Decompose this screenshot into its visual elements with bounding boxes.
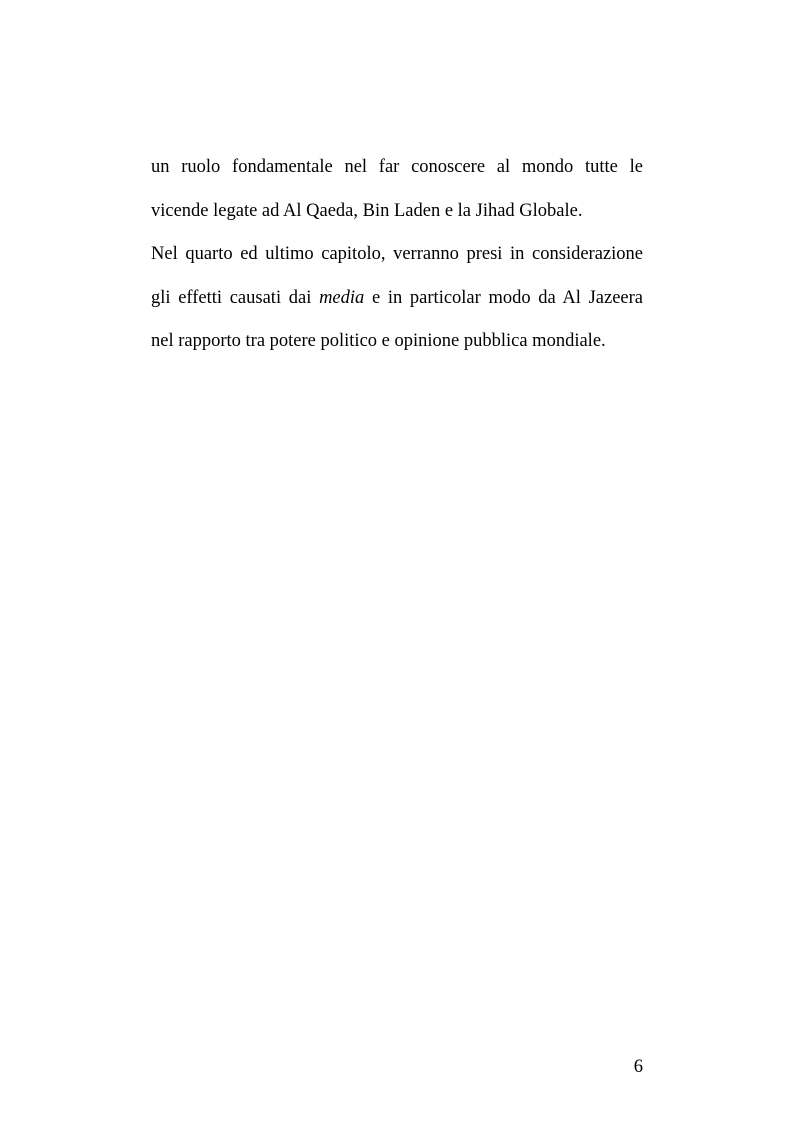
italic-term-media: media bbox=[319, 287, 365, 308]
text-line-4 bbox=[151, 277, 643, 321]
text-line-3: Nel quarto ed ultimo capitolo, verranno presi in considerazione bbox=[151, 244, 643, 264]
body-text bbox=[151, 146, 643, 364]
text-line-2: vicende legate ad Al Qaeda, Bin Laden e la Jihad Globale. bbox=[151, 200, 583, 221]
text-line-4-end: e in particolar modo da Al Jazeera bbox=[371, 287, 644, 308]
text-line-4-start: gli effetti causati dai bbox=[151, 287, 312, 308]
page-number: 6 bbox=[633, 1057, 643, 1077]
text-line-1: un ruolo fondamentale nel far conoscere al mondo tutte le bbox=[151, 157, 643, 177]
text-line-5: nel rapporto tra potere politico e opinione pubblica mondiale. bbox=[151, 331, 606, 351]
